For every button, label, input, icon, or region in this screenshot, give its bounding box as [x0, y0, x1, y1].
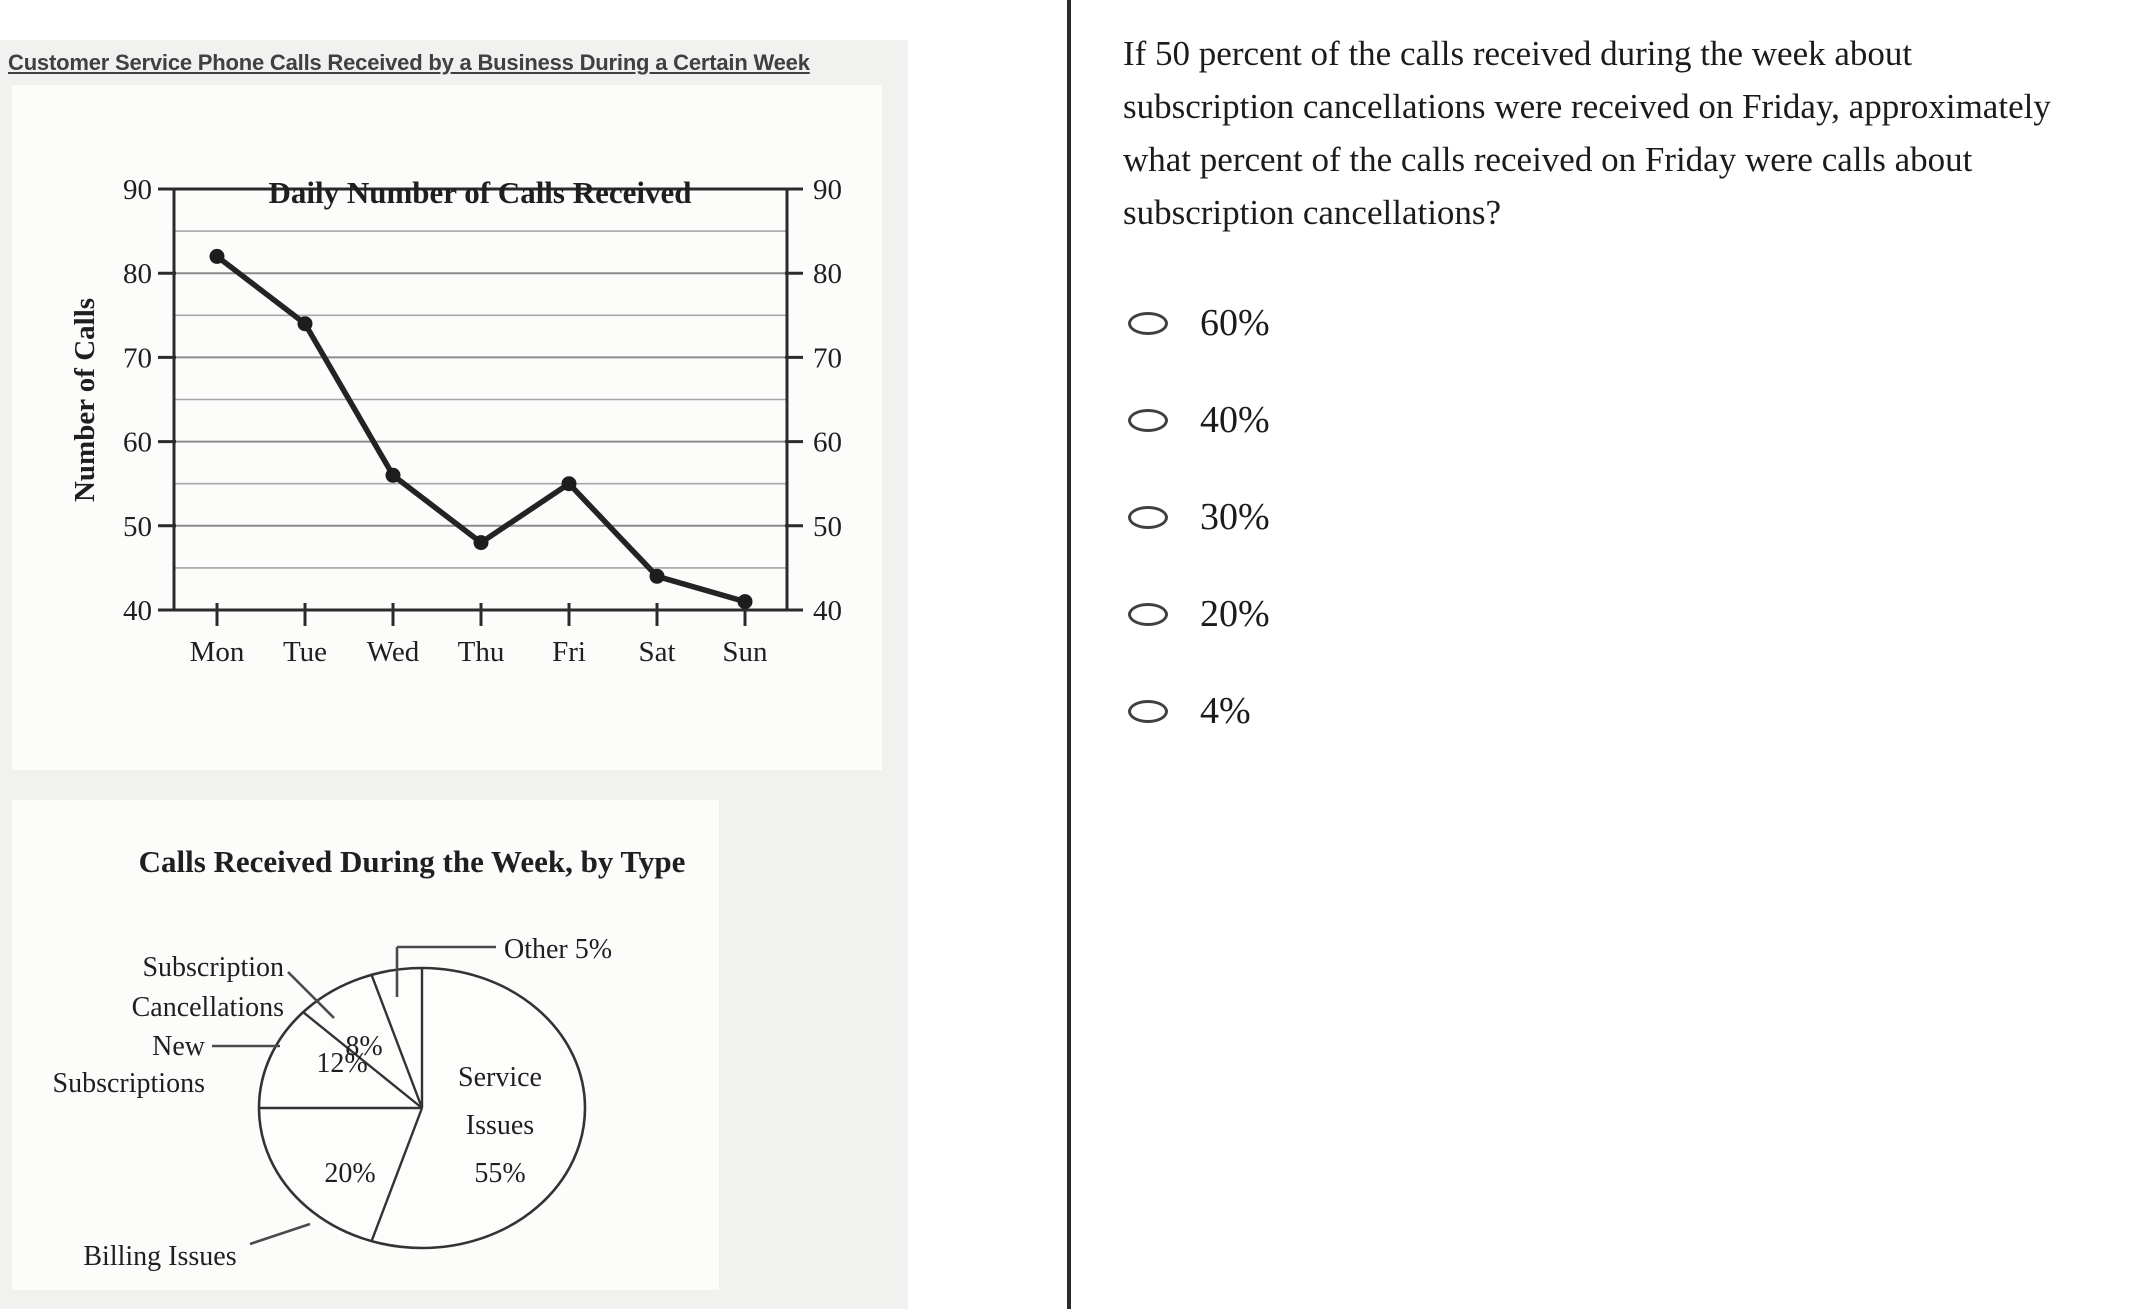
svg-text:80: 80 [123, 258, 152, 291]
svg-text:50: 50 [123, 510, 152, 543]
svg-text:55%: 55% [474, 1158, 526, 1189]
stimulus-panel [0, 40, 908, 1309]
svg-text:40: 40 [813, 595, 842, 627]
svg-text:New: New [152, 1031, 205, 1062]
svg-text:60: 60 [123, 426, 152, 459]
svg-text:90: 90 [813, 174, 842, 206]
svg-text:Wed: Wed [366, 636, 420, 668]
option-label[interactable]: 60% [1200, 302, 1270, 344]
svg-text:Issues: Issues [465, 1110, 535, 1141]
svg-text:Service: Service [458, 1062, 542, 1093]
svg-text:Subscription: Subscription [142, 952, 284, 983]
answer-option-3[interactable] [1128, 494, 1270, 540]
svg-text:Daily Number of Calls Received: Daily Number of Calls Received [268, 175, 692, 210]
svg-text:90: 90 [123, 174, 152, 206]
svg-text:Mon: Mon [189, 636, 245, 668]
svg-text:20%: 20% [324, 1158, 376, 1189]
question-line: If 50 percent of the calls received during the week about [1123, 34, 1913, 73]
answer-option-4[interactable] [1128, 591, 1270, 637]
svg-text:Sat: Sat [638, 636, 676, 668]
svg-text:40: 40 [123, 595, 152, 627]
question-panel [1071, 0, 2144, 1309]
svg-text:8%: 8% [345, 1031, 383, 1062]
svg-text:Cancellations: Cancellations [131, 992, 284, 1023]
svg-text:Fri: Fri [552, 636, 586, 668]
svg-text:Calls Received During the Week: Calls Received During the Week, by Type [138, 844, 686, 879]
line-chart-box [12, 85, 882, 770]
radio-icon[interactable] [1128, 700, 1168, 723]
svg-text:Other 5%: Other 5% [504, 934, 613, 965]
answer-option-2[interactable] [1128, 397, 1270, 443]
question-line: what percent of the calls received on Friday were calls about [1123, 140, 1973, 179]
svg-text:Subscriptions: Subscriptions [52, 1068, 205, 1099]
question-text [1123, 27, 2051, 239]
radio-icon[interactable] [1128, 603, 1168, 626]
line-chart [12, 85, 882, 770]
question-line: subscription cancellations? [1123, 193, 1502, 232]
option-label[interactable]: 4% [1200, 690, 1251, 732]
svg-text:12%: 12% [316, 1048, 368, 1079]
svg-text:70: 70 [123, 342, 152, 375]
svg-text:Number of Calls: Number of Calls [69, 297, 101, 503]
svg-text:Thu: Thu [457, 636, 505, 668]
svg-text:80: 80 [813, 258, 842, 291]
option-label[interactable]: 30% [1200, 496, 1270, 538]
answer-options [1128, 300, 1270, 785]
radio-icon[interactable] [1128, 506, 1168, 529]
option-label[interactable]: 20% [1200, 593, 1270, 635]
svg-text:50: 50 [813, 510, 842, 543]
answer-option-5[interactable] [1128, 688, 1270, 734]
pie-chart-box [12, 800, 719, 1290]
radio-icon[interactable] [1128, 409, 1168, 432]
question-line: subscription cancellations were received on Friday, approximately [1123, 87, 2051, 126]
pie-chart [12, 800, 719, 1290]
svg-text:Billing Issues: Billing Issues [83, 1241, 237, 1272]
answer-option-1[interactable] [1128, 300, 1270, 346]
svg-text:70: 70 [813, 342, 842, 375]
stimulus-title-link[interactable]: Customer Service Phone Calls Received by a Business During a Certain Week [8, 50, 810, 75]
radio-icon[interactable] [1128, 312, 1168, 335]
option-label[interactable]: 40% [1200, 399, 1270, 441]
svg-text:Sun: Sun [722, 636, 768, 668]
svg-text:60: 60 [813, 426, 842, 459]
svg-text:Tue: Tue [282, 636, 328, 668]
